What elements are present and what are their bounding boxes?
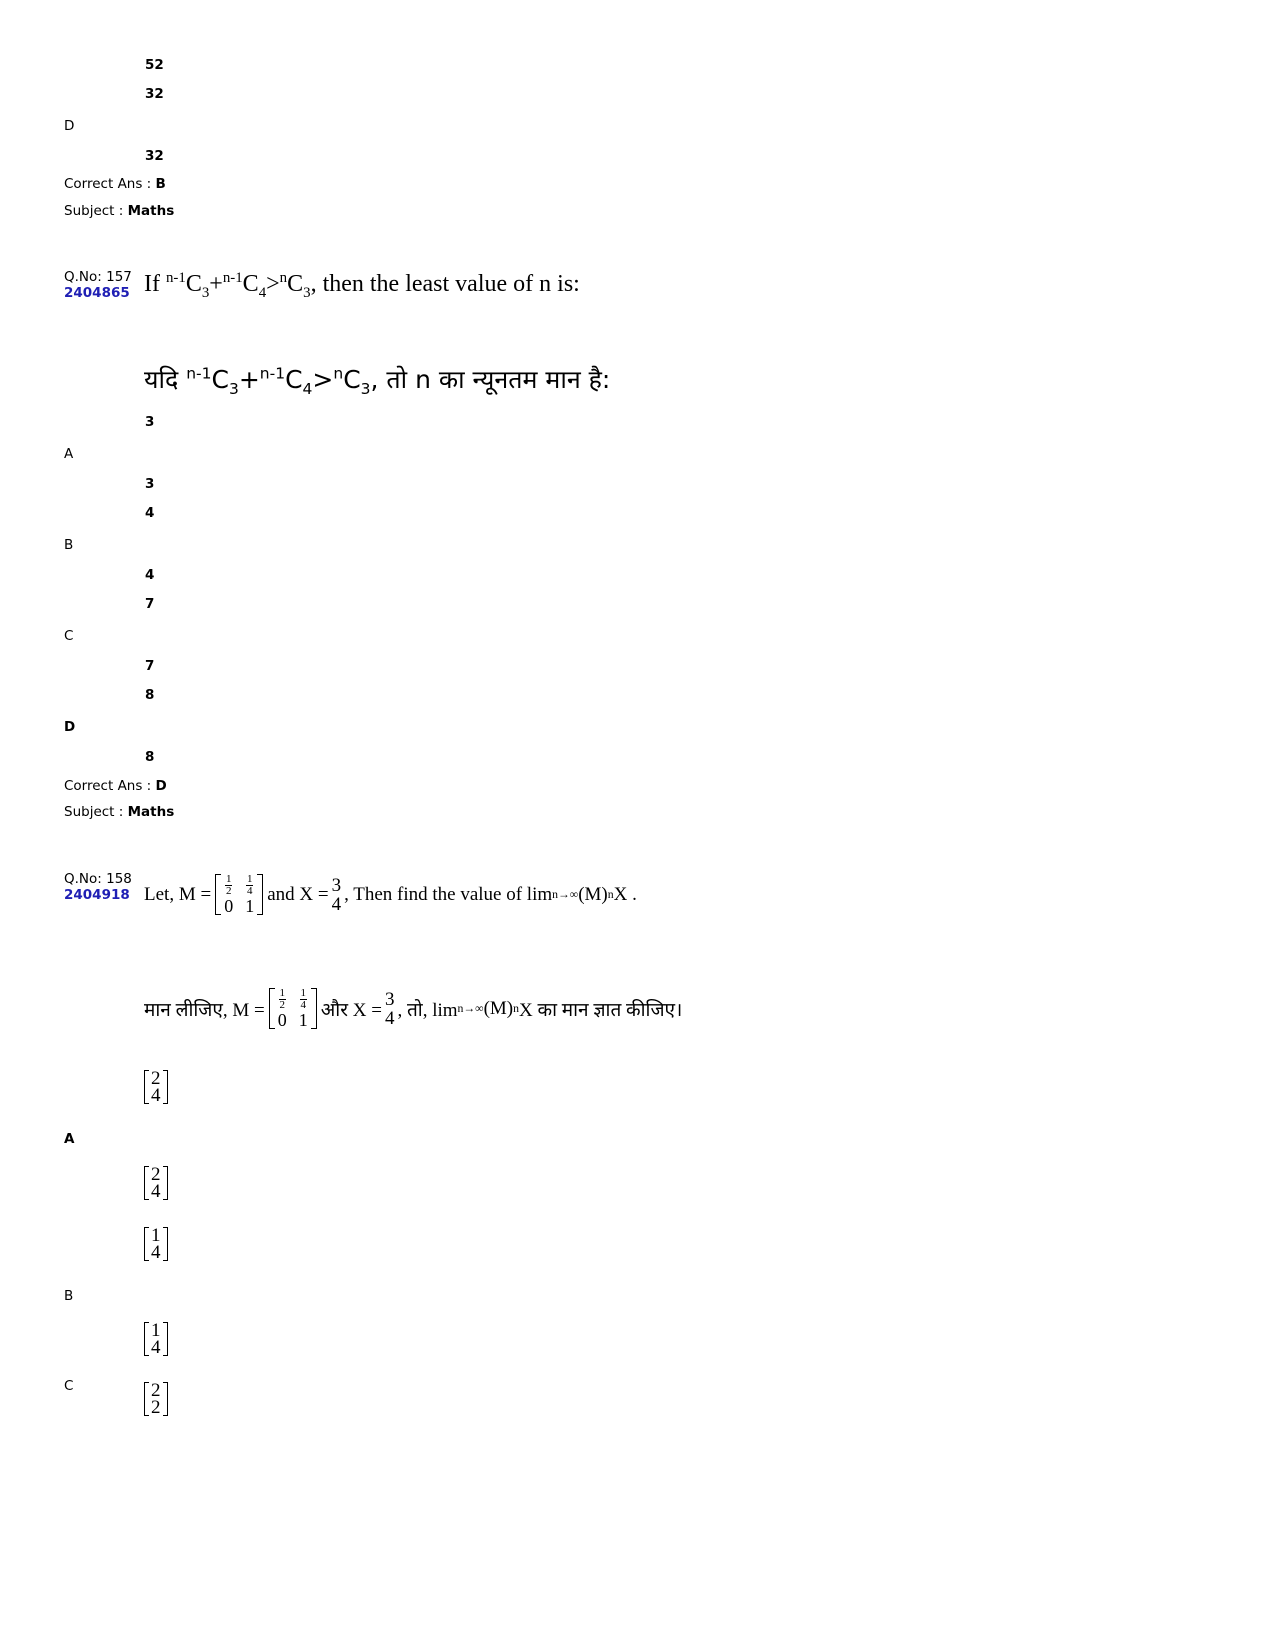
option-b-vector: 1 4 xyxy=(144,1227,168,1261)
option-b-text: 4 xyxy=(145,505,155,521)
option-a-vector-repeat: 2 4 xyxy=(144,1166,168,1200)
prev-option-c-value: 52 xyxy=(145,57,164,73)
option-b-label-158: B xyxy=(64,1288,74,1304)
option-d-text: 8 xyxy=(145,687,155,703)
question-text-hindi-158: मान लीजिए, M = $\frac{1}{2}$ 0 $\frac{1}{4}$ 1 और X = 3 4 , तो, lim n→∞ (M) n X का मान ज्ञात कीजिए। xyxy=(144,987,683,1030)
option-c-label-158: C xyxy=(64,1378,74,1394)
option-c-text-repeat: 7 xyxy=(145,658,155,674)
x-fraction: 3 4 xyxy=(331,874,342,915)
option-a-text-repeat: 3 xyxy=(145,476,155,492)
question-number-158: Q.No: 158 2404918 xyxy=(64,871,132,903)
option-a-text: 3 xyxy=(145,414,155,430)
option-b-vector-repeat: 1 4 xyxy=(144,1322,168,1356)
question-text-english-158: Let, M = $\frac{1}{2}$ 0 $\frac{1}{4}$ 1 and X = 3 4 , Then find the value of lim n→∞ (M) n X . xyxy=(144,873,637,916)
option-a-label: A xyxy=(64,446,74,462)
question-id-158: 2404918 xyxy=(64,887,130,903)
option-a-label-158: A xyxy=(64,1131,75,1147)
x-fraction-hindi: 3 4 xyxy=(384,988,395,1029)
option-c-text: 7 xyxy=(145,596,155,612)
matrix-m-hindi: $\frac{1}{2}$ 0 $\frac{1}{4}$ 1 xyxy=(269,988,317,1029)
option-d-label: D xyxy=(64,719,76,735)
question-text-hindi: यदि $^{n-1}C_3+^{n-1}C_4>^nC_3$, तो n का न्यूनतम मान है: xyxy=(144,364,611,398)
question-number: Q.No: 157 2404865 xyxy=(64,269,132,301)
option-a-vector: 2 4 xyxy=(144,1070,168,1104)
option-c-label: C xyxy=(64,628,74,644)
option-b-label: B xyxy=(64,537,74,553)
subject: Subject : Maths xyxy=(64,804,175,820)
option-b-text-repeat: 4 xyxy=(145,567,155,583)
prev-subject: Subject : Maths xyxy=(64,203,175,219)
prev-option-d-value: 32 xyxy=(145,86,164,102)
correct-answer: Correct Ans : D xyxy=(64,778,167,794)
prev-correct-answer: Correct Ans : B xyxy=(64,176,166,192)
question-text-english: If $^{n-1}C_3+^{n-1}C_4>^nC_3$, then the least value of n is: xyxy=(144,270,580,301)
prev-option-d-value-repeat: 32 xyxy=(145,148,164,164)
matrix-m: $\frac{1}{2}$ 0 $\frac{1}{4}$ 1 xyxy=(215,874,263,915)
prev-option-d-label: D xyxy=(64,118,75,134)
option-d-text-repeat: 8 xyxy=(145,749,155,765)
question-id: 2404865 xyxy=(64,285,130,301)
option-c-vector: 2 2 xyxy=(144,1382,168,1416)
